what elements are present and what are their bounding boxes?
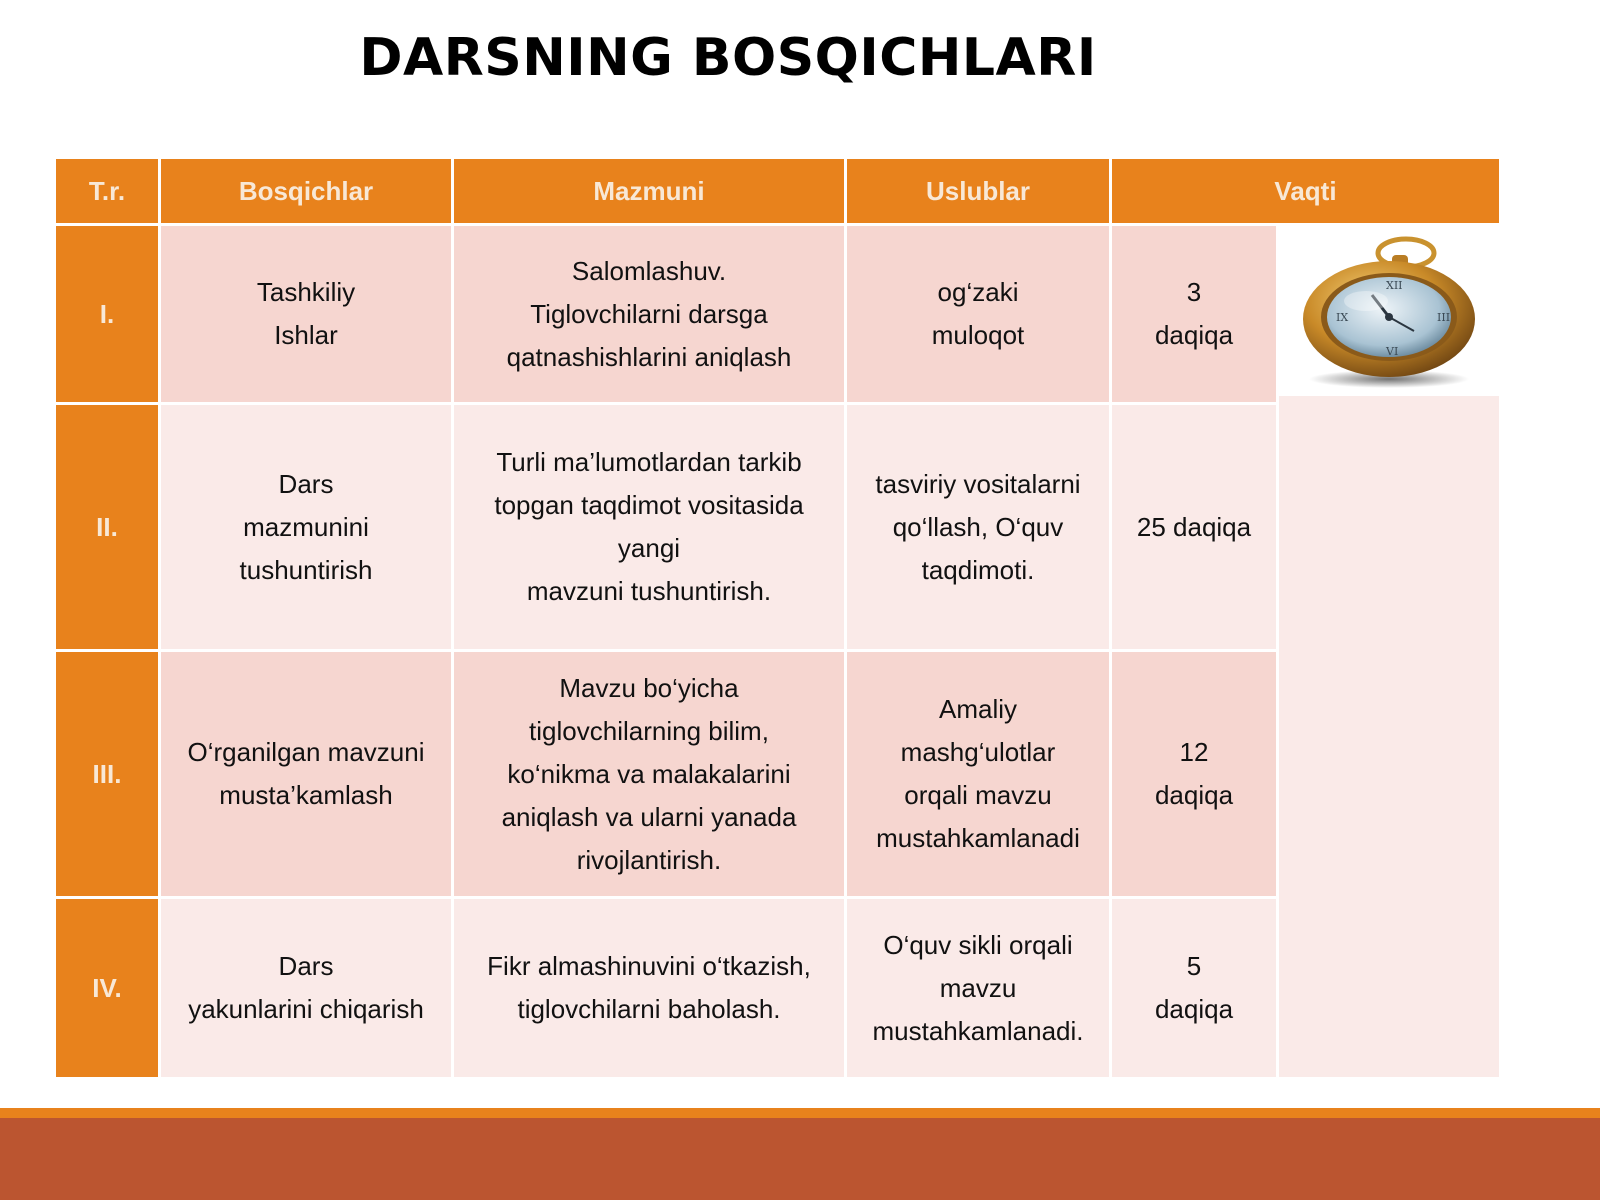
header-stages: Bosqichlar — [161, 159, 451, 223]
row-stage: O‘rganilgan mavzuni musta’kamlash — [161, 652, 451, 896]
row-time: 25 daqiqa — [1112, 405, 1276, 649]
row-number: II. — [56, 405, 158, 649]
row-number: I. — [56, 226, 158, 402]
row-method: Amaliy mashg‘ulotlar orqali mavzu mustahkamlanadi — [847, 652, 1109, 896]
row-method: tasviriy vositalarni qo‘llash, O‘quv taqdimoti. — [847, 405, 1109, 649]
header-content: Mazmuni — [454, 159, 844, 223]
lesson-stages-table — [56, 159, 1484, 1065]
row-number: III. — [56, 652, 158, 896]
row-time: 3 daqiqa — [1112, 226, 1276, 402]
footer-band — [0, 1118, 1600, 1200]
header-time: Vaqti — [1112, 159, 1499, 223]
row-method: og‘zaki muloqot — [847, 226, 1109, 402]
row-method: O‘quv sikli orqali mavzu mustahkamlanadi. — [847, 899, 1109, 1077]
row-stage: Dars yakunlarini chiqarish — [161, 899, 451, 1077]
row-time: 12 daqiqa — [1112, 652, 1276, 896]
header-number: T.r. — [56, 159, 158, 223]
row-content: Turli ma’lumotlardan tarkib topgan taqdimot vositasida yangi mavzuni tushuntirish. — [454, 405, 844, 649]
row-number: IV. — [56, 899, 158, 1077]
footer-accent-line — [0, 1108, 1600, 1118]
row-stage: Dars mazmunini tushuntirish — [161, 405, 451, 649]
image-column — [1279, 226, 1499, 1077]
row-time: 5 daqiqa — [1112, 899, 1276, 1077]
page-title: DARSNING BOSQICHLARI — [359, 28, 1097, 88]
row-content: Mavzu bo‘yicha tiglovchilarning bilim, ko‘nikma va malakalarini aniqlash va ularni yanada rivojlantirish. — [454, 652, 844, 896]
row-content: Salomlashuv. Tiglovchilarni darsga qatnashishlarini aniqlash — [454, 226, 844, 402]
svg-text:III: III — [1437, 311, 1451, 324]
row-stage: Tashkiliy Ishlar — [161, 226, 451, 402]
pocket-watch-icon — [1279, 226, 1499, 396]
svg-text:XII: XII — [1386, 279, 1403, 292]
svg-text:VI: VI — [1386, 345, 1399, 358]
svg-text:IX: IX — [1336, 311, 1349, 324]
row-content: Fikr almashinuvini o‘tkazish, tiglovchilarni baholash. — [454, 899, 844, 1077]
header-methods: Uslublar — [847, 159, 1109, 223]
